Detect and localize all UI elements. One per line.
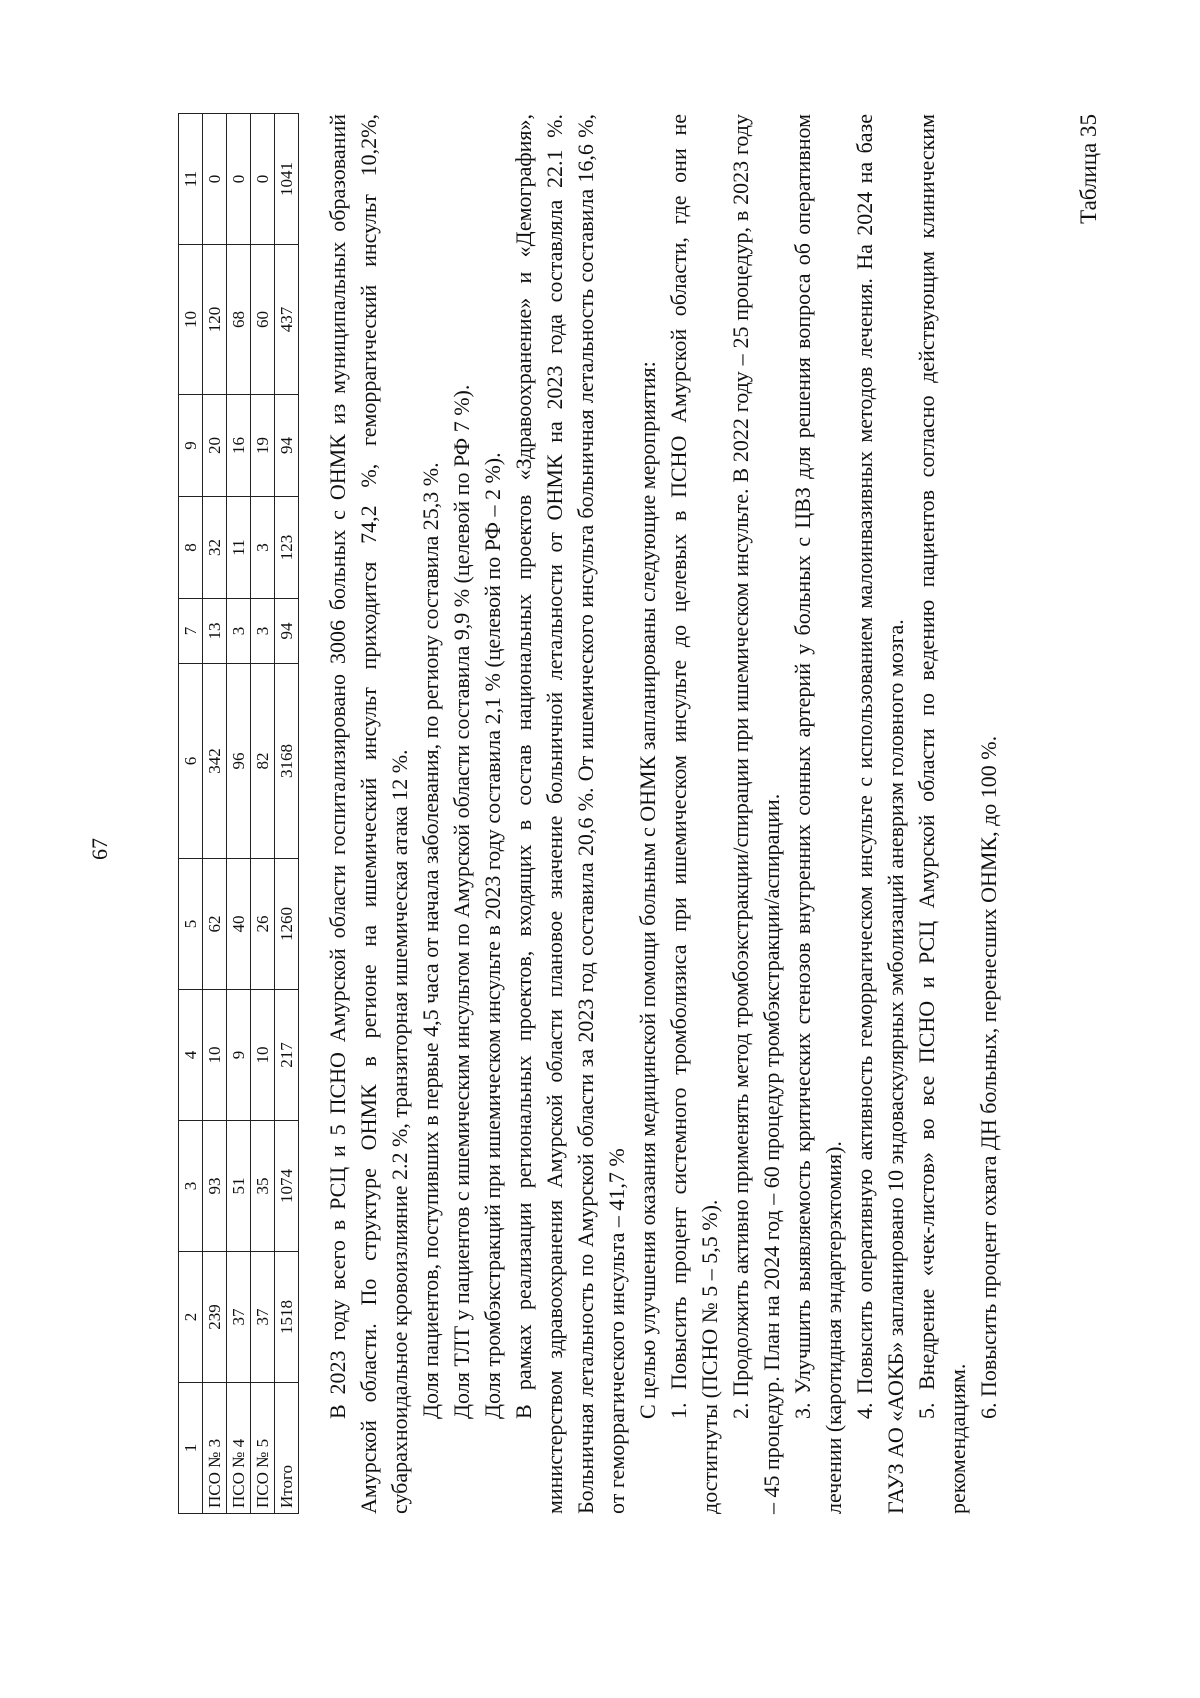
table-cell: 3168 (275, 664, 299, 859)
rotated-page-content (178, 114, 1178, 1514)
table-cell: 82 (251, 664, 275, 859)
table-cell: 13 (203, 599, 227, 664)
table-cell: 20 (203, 395, 227, 497)
table-cell: 26 (251, 859, 275, 990)
table-cell: 60 (251, 245, 275, 395)
table-header-cell: 4 (179, 990, 203, 1121)
table-cell: 0 (203, 114, 227, 245)
table-cell: 32 (203, 497, 227, 599)
table-cell: 94 (275, 599, 299, 664)
measure-item-6: 6. Повысить процент охвата ДН больных, перенесших ОНМК, до 100 %. (976, 735, 1001, 1419)
table-cell: 437 (275, 245, 299, 395)
paragraph-hospitalization: В 2023 году всего в РСЦ и 5 ПСНО Амурской области госпитализировано 3006 больных с ОНМК из муниципальных образований Амурской области. По структуре ОНМК в регионе на ишемический инсульт приходится 74,2 %, геморрагический инсульт 10,2%, субарахноидальное кровоизлияние 2.2 %, транзиторная ишемическая атака 12 %. (325, 114, 412, 1514)
table-row (251, 114, 275, 1514)
table-cell: 16 (227, 395, 251, 497)
table-cell: 19 (251, 395, 275, 497)
paragraph-measures-intro: С целью улучшения оказания медицинской помощи больным с ОНМК запланированы следующие мероприятия: (635, 361, 660, 1419)
table-header-cell: 8 (179, 497, 203, 599)
table-cell: 62 (203, 859, 227, 990)
table-cell: 342 (203, 664, 227, 859)
table-cell: 11 (227, 497, 251, 599)
table-header-cell: 7 (179, 599, 203, 664)
table-cell: 51 (227, 1121, 251, 1252)
table-cell: ПСО № 5 (251, 1383, 275, 1514)
table-header-row (179, 114, 203, 1514)
data-table-body (179, 114, 299, 1514)
table-cell: 239 (203, 1252, 227, 1383)
table-header-cell: 10 (179, 245, 203, 395)
table-cell: 1041 (275, 114, 299, 245)
measure-item-5: 5. Внедрение «чек-листов» во все ПСНО и РСЦ Амурской области по ведению пациентов согласно действующим клиническим рекомендациям. (914, 114, 970, 1514)
table-row (203, 114, 227, 1514)
table-cell: 93 (203, 1121, 227, 1252)
table-cell: 1518 (275, 1252, 299, 1383)
paragraph-mortality: В рамках реализации региональных проектов, входящих в состав национальных проектов «Здравоохранение» и «Демография», министерством здравоохранения Амурской области плановое значение больничной летальности от ОНМК на 2023 года составляла 22.1 %. Больничная летальность по Амурской области за 2023 год составила 20,6 %. От ишемического инсульта больничная летальность составила 16,6 %, от геморрагического инсульта – 41,7 % (511, 114, 629, 1514)
table-header-cell: 5 (179, 859, 203, 990)
table-caption: Таблица 35 (1076, 114, 1101, 224)
table-cell: 40 (227, 859, 251, 990)
table-row (275, 114, 299, 1514)
body-text (322, 114, 1004, 1514)
table-header-cell: 3 (179, 1121, 203, 1252)
measure-item-1: 1. Повысить процент системного тромболизиса при ишемическом инсульте до целевых в ПСНО Амурской области, где они не достигнуты (ПСНО № 5 – 5,5 %). (666, 114, 722, 1514)
paragraph-thrombectomy-share: Доля тромбэкстракций при ишемическом инсульте в 2023 году составила 2,1 % (целевой по РФ – 2 %). (480, 452, 505, 1419)
table-cell: 1074 (275, 1121, 299, 1252)
table-cell: 3 (251, 599, 275, 664)
table-cell: 37 (227, 1252, 251, 1383)
table-header-cell: 6 (179, 664, 203, 859)
table-cell: 1260 (275, 859, 299, 990)
table-cell: 123 (275, 497, 299, 599)
table-cell: 94 (275, 395, 299, 497)
table-cell: ПСО № 4 (227, 1383, 251, 1514)
table-cell: 10 (203, 990, 227, 1121)
paragraph-early-admission: Доля пациентов, поступивших в первые 4,5 часа от начала заболевания, по региону составила 25,3 %. (418, 462, 443, 1419)
table-cell: 96 (227, 664, 251, 859)
page-number: 67 (87, 838, 112, 860)
table-cell: 68 (227, 245, 251, 395)
table-cell: 10 (251, 990, 275, 1121)
table-header-cell: 9 (179, 395, 203, 497)
table-cell: 9 (227, 990, 251, 1121)
measure-item-3: 3. Улучшить выявляемость критических стенозов внутренних сонных артерий у больных с ЦВЗ для решения вопроса об оперативном лечении (каротидная эндартерэктомия). (790, 114, 846, 1514)
data-table (178, 113, 299, 1514)
table-cell: 35 (251, 1121, 275, 1252)
table-cell: 217 (275, 990, 299, 1121)
table-header-cell: 1 (179, 1383, 203, 1514)
measure-item-2: 2. Продолжить активно применять метод тромбоэкстракции/спирации при ишемическом инсульте. В 2022 году – 25 процедур, в 2023 году – 45 процедур. План на 2024 год – 60 процедур тромбэкстракции/аспирации. (728, 114, 784, 1514)
table-cell: Итого (275, 1383, 299, 1514)
table-cell: 37 (251, 1252, 275, 1383)
table-row (227, 114, 251, 1514)
table-cell: 3 (251, 497, 275, 599)
table-header-cell: 2 (179, 1252, 203, 1383)
paragraph-tlt-share: Доля ТЛТ у пациентов с ишемическим инсультом по Амурской области составила 9,9 % (целевой по РФ 7 %). (449, 384, 474, 1419)
table-cell: 120 (203, 245, 227, 395)
measure-item-4: 4. Повысить оперативную активность геморрагическом инсульте с использованием малоинвазивных методов лечения. На 2024 на базе ГАУЗ АО «АОКБ» запланировано 10 эндоваскулярных эмболизаций аневризм головного мозга. (852, 114, 908, 1514)
table-cell: ПСО № 3 (203, 1383, 227, 1514)
table-cell: 0 (227, 114, 251, 245)
table-cell: 3 (227, 599, 251, 664)
table-header-cell: 11 (179, 114, 203, 245)
table-cell: 0 (251, 114, 275, 245)
